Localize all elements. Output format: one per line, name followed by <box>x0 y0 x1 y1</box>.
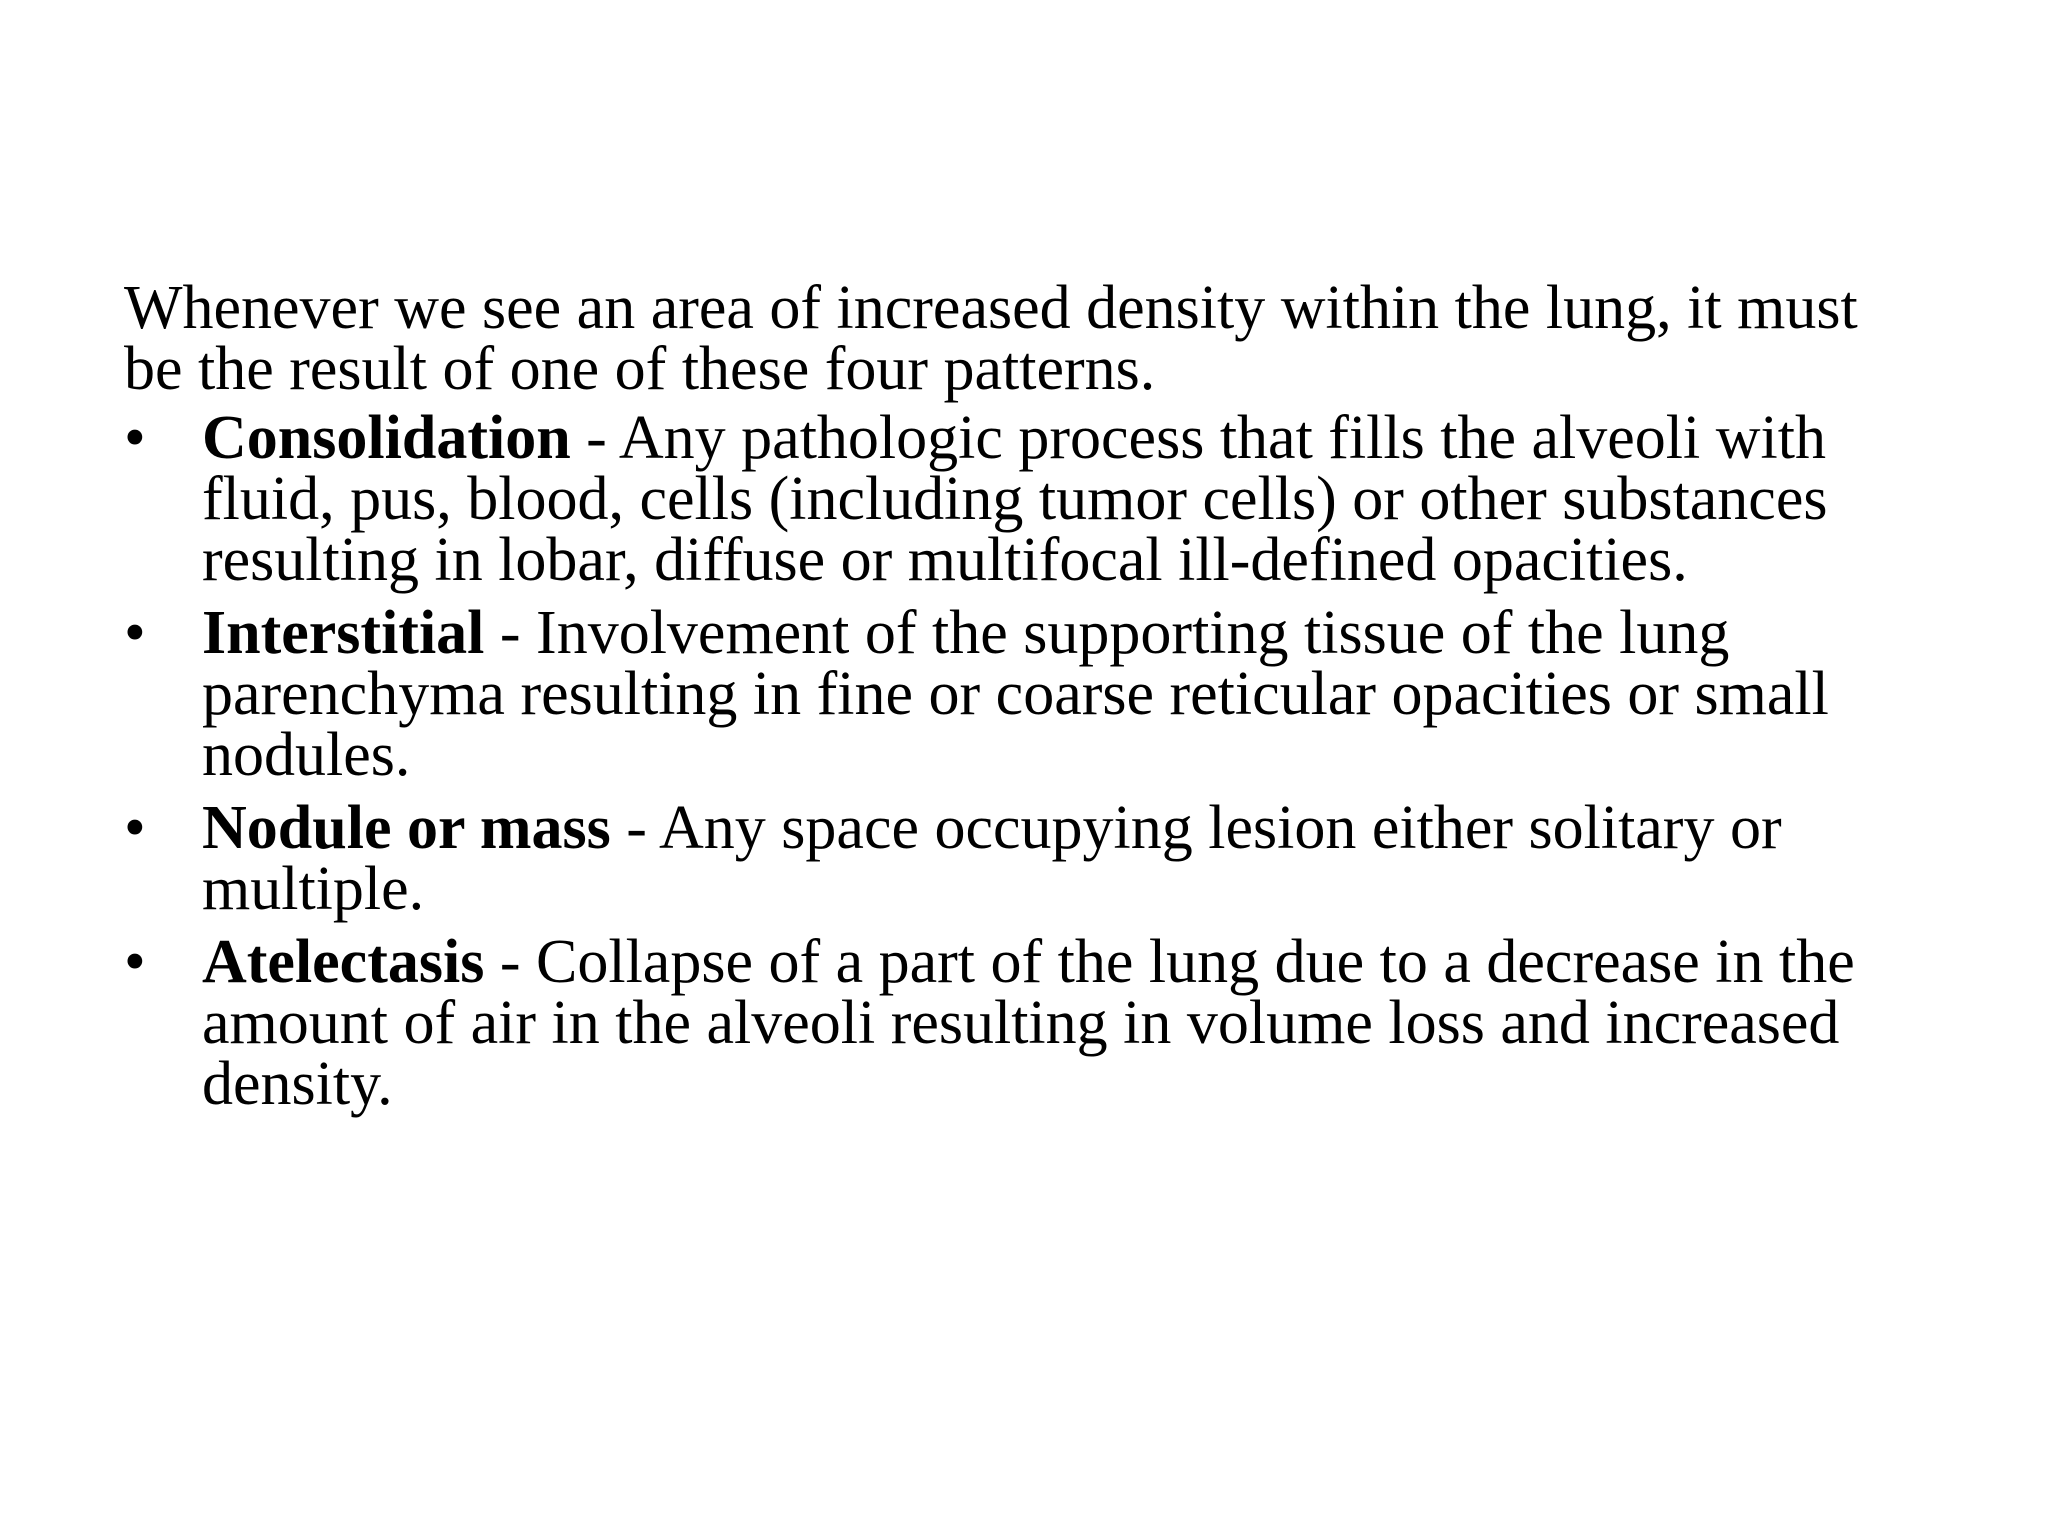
term-separator: - <box>484 599 537 667</box>
bullet-icon: • <box>124 794 146 862</box>
term-label: Interstitial <box>202 599 485 667</box>
term-description: Any pathologic process that fills the alveoli with fluid, pus, blood, cells (including tumor cells) or other substances resulting in lobar, diffuse or multifocal ill-defined opacities. <box>202 404 1828 594</box>
pattern-list <box>124 404 1924 1118</box>
term-label: Consolidation <box>202 404 571 472</box>
list-item-atelectasis <box>124 928 1924 1118</box>
term-label: Atelectasis <box>202 928 485 996</box>
list-item-interstitial <box>124 599 1924 789</box>
term-description: Involvement of the supporting tissue of the lung parenchyma resulting in fine or coarse reticular opacities or small nodules. <box>202 599 1829 789</box>
list-item-nodule-or-mass <box>124 794 1924 923</box>
bullet-icon: • <box>124 404 146 472</box>
list-item-consolidation <box>124 404 1924 594</box>
term-label: Nodule or mass <box>202 794 611 862</box>
term-description: Any space occupying lesion either solitary or multiple. <box>202 794 1782 923</box>
term-description: Collapse of a part of the lung due to a decrease in the amount of air in the alveoli resulting in volume loss and increased density. <box>202 928 1855 1118</box>
term-separator: - <box>570 404 619 472</box>
bullet-icon: • <box>124 928 146 996</box>
intro-paragraph: Whenever we see an area of increased density within the lung, it must be the result of one of these four patterns. <box>124 274 1858 403</box>
term-separator: - <box>610 794 660 862</box>
slide-content <box>124 274 1924 1127</box>
bullet-icon: • <box>124 599 146 667</box>
term-separator: - <box>484 928 536 996</box>
